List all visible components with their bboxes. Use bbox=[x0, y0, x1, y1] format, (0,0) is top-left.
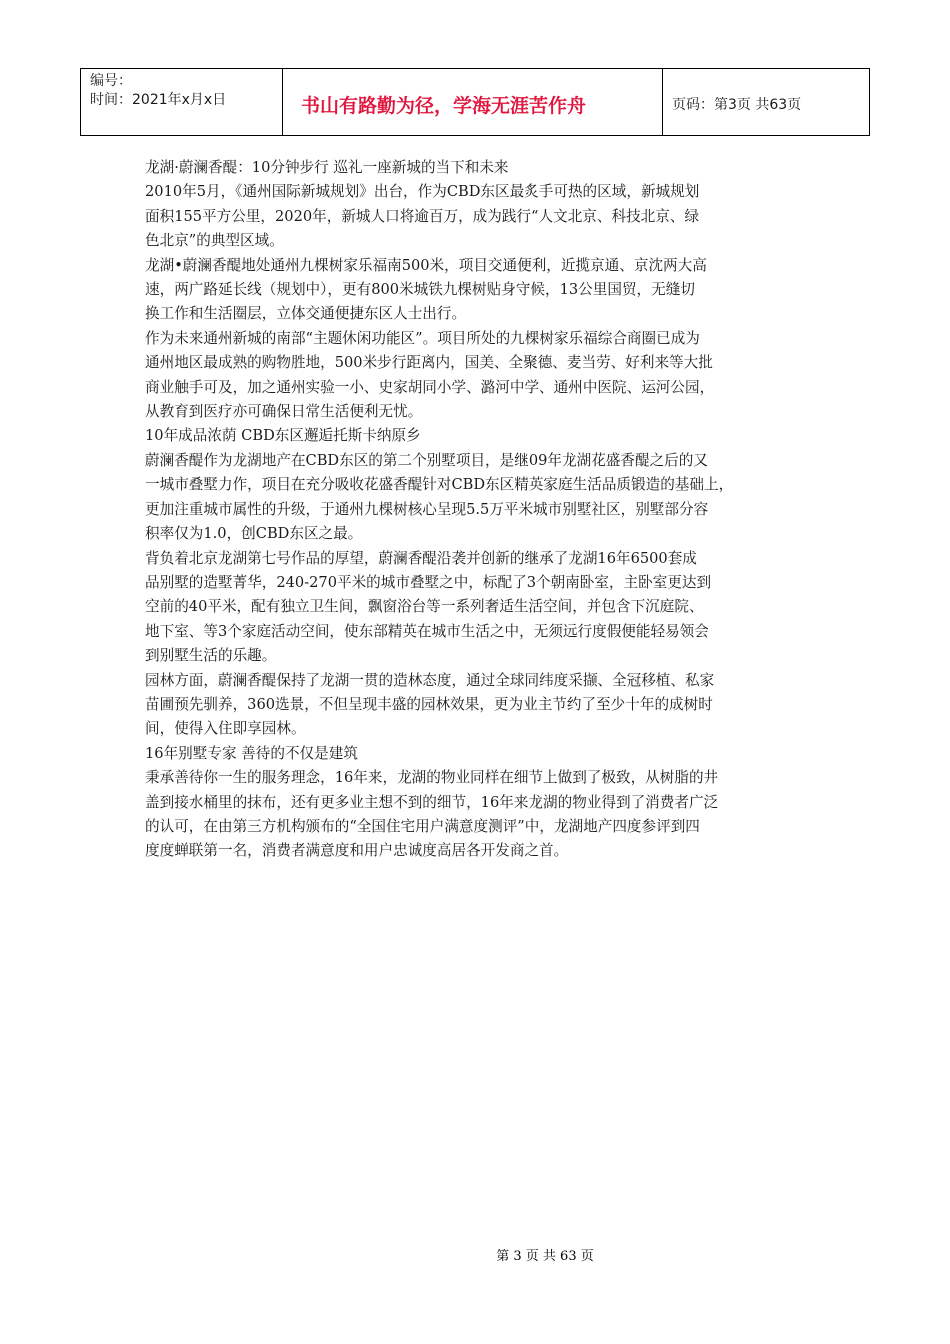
text-line: 换工作和生活圈层，立体交通便捷东区人士出行。 bbox=[145, 305, 467, 323]
text-line: 龙湖•蔚澜香醍地处通州九棵树家乐福南500米，项目交通便利，近揽京通、京沈两大高 bbox=[145, 256, 707, 274]
text-line: 速，两广路延长线（规划中），更有800米城铁九棵树贴身守候，13公里国贸，无缝切 bbox=[145, 281, 695, 299]
motto-text: 书山有路勤为径，学海无涯苦作舟 bbox=[301, 94, 587, 117]
text-line: 商业触手可及，加之通州实验一小、史家胡同小学、潞河中学、通州中医院、运河公园， bbox=[145, 378, 715, 396]
text-line: 度度蝉联第一名，消费者满意度和用户忠诚度高居各开发商之首。 bbox=[145, 842, 569, 860]
text-line: 龙湖·蔚澜香醍：10分钟步行 巡礼一座新城的当下和未来 bbox=[145, 159, 509, 176]
header-motto-cell bbox=[283, 69, 663, 135]
text-line: 通州地区最成熟的购物胜地，500米步行距离内，国美、全聚德、麦当劳、好利来等大批 bbox=[145, 354, 713, 372]
text-line: 16年别墅专家 善待的不仅是建筑 bbox=[145, 744, 358, 762]
header-left-cell bbox=[81, 69, 283, 135]
article-body bbox=[145, 156, 810, 864]
text-line: 10年成品浓荫 CBD东区邂逅托斯卡纳原乡 bbox=[145, 427, 421, 445]
text-line: 品别墅的造墅菁华，240-270平米的城市叠墅之中，标配了3个朝南卧室，主卧室更达到 bbox=[145, 573, 712, 591]
text-line: 作为未来通州新城的南部“主题休闲功能区”。项目所处的九棵树家乐福综合商圈已成为 bbox=[145, 329, 700, 347]
text-line: 从教育到医疗亦可确保日常生活便利无忧。 bbox=[145, 403, 423, 421]
page-footer bbox=[0, 1245, 950, 1264]
text-line: 园林方面，蔚澜香醍保持了龙湖一贯的造林态度，通过全球同纬度采撷、全冠移植、私家 bbox=[145, 671, 715, 689]
footer-page-number: 第 3 页 共 63 页 bbox=[496, 1249, 594, 1264]
text-line: 秉承善待你一生的服务理念，16年来，龙湖的物业同样在细节上做到了极致，从树脂的井 bbox=[145, 769, 719, 787]
date-label: 时间：2021年x月x日 bbox=[90, 92, 227, 108]
header-table bbox=[80, 68, 870, 136]
text-line: 到别墅生活的乐趣。 bbox=[145, 647, 277, 665]
text-line: 地下室、等3个家庭活动空间，使东部精英在城市生活之中，无须远行度假便能轻易领会 bbox=[145, 622, 709, 640]
text-line: 苗圃预先驯养，360选景，不但呈现丰盛的园林效果，更为业主节约了至少十年的成树时 bbox=[145, 695, 713, 713]
text-line: 间，使得入住即享园林。 bbox=[145, 720, 306, 738]
text-line: 积率仅为1.0，创CBD东区之最。 bbox=[145, 525, 363, 543]
text-line: 2010年5月，《通州国际新城规划》出台，作为CBD东区最炙手可热的区域，新城规划 bbox=[145, 183, 700, 201]
text-line: 背负着北京龙湖第七号作品的厚望，蔚澜香醍沿袭并创新的继承了龙湖16年6500套成 bbox=[145, 549, 697, 567]
page-number-label: 页码：第3页 共63页 bbox=[672, 97, 802, 113]
text-line: 空前的40平米，配有独立卫生间，飘窗浴台等一系列奢适生活空间，并包含下沉庭院、 bbox=[145, 598, 704, 616]
text-line: 蔚澜香醍作为龙湖地产在CBD东区的第二个别墅项目，是继09年龙湖花盛香醍之后的又 bbox=[145, 451, 708, 469]
text-line: 盖到接水桶里的抹布，还有更多业主想不到的细节，16年来龙湖的物业得到了消费者广泛 bbox=[145, 793, 719, 811]
text-line: 的认可，在由第三方机构颁布的“全国住宅用户满意度测评”中，龙湖地产四度参评到四 bbox=[145, 817, 700, 835]
header-page-cell bbox=[663, 69, 869, 135]
text-line: 色北京”的典型区域。 bbox=[145, 232, 284, 250]
text-line: 更加注重城市属性的升级，于通州九棵树核心呈现5.5万平米城市别墅社区，别墅部分容 bbox=[145, 500, 709, 518]
text-line: 一城市叠墅力作，项目在充分吸收花盛香醍针对CBD东区精英家庭生活品质锻造的基础上， bbox=[145, 476, 734, 494]
text-line: 面积155平方公里，2020年，新城人口将逾百万，成为践行“人文北京、科技北京、绿 bbox=[145, 207, 700, 225]
document-number-label: 编号： bbox=[90, 73, 132, 89]
